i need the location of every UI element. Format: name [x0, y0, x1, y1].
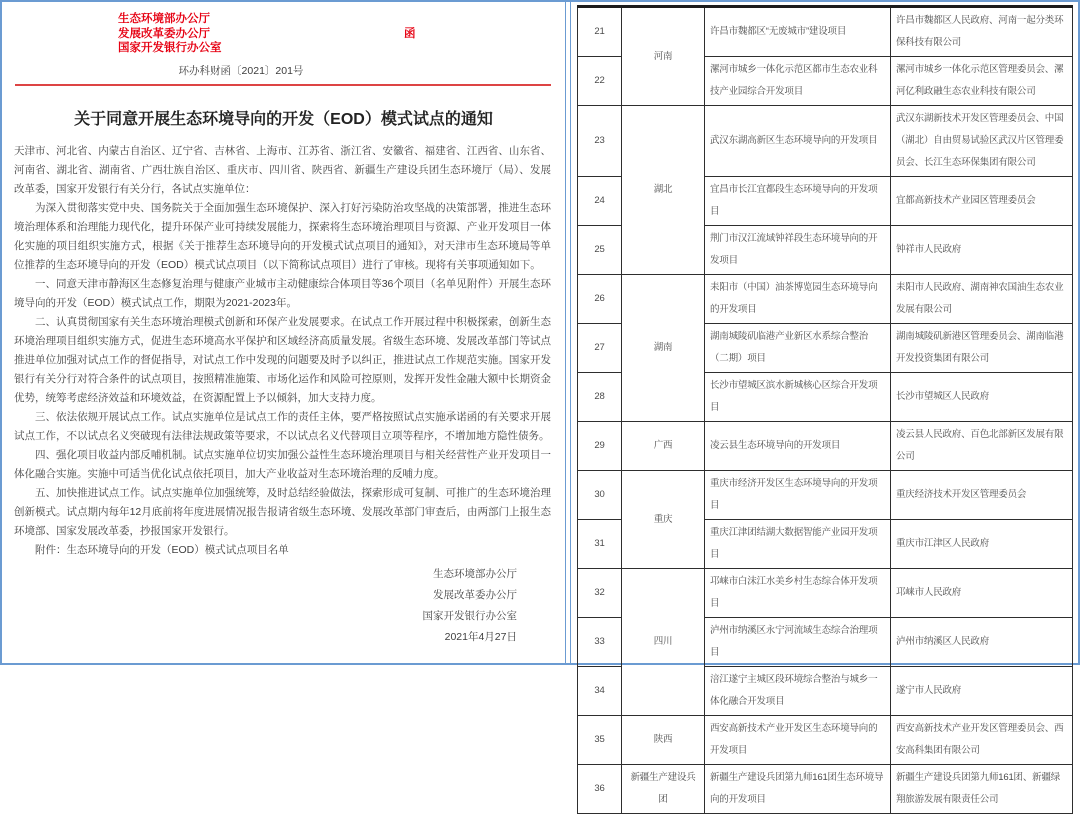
project-name-cell: 武汉东湖高新区生态环境导向的开发项目	[705, 106, 891, 177]
row-number-cell: 32	[578, 569, 622, 618]
signature-block	[2, 564, 565, 648]
table-row	[578, 7, 1073, 57]
implementing-unit-cell: 钟祥市人民政府	[891, 226, 1073, 275]
project-name-cell: 荆门市汉江流域钟祥段生态环境导向的开发项目	[705, 226, 891, 275]
issuer-line: 发展改革委办公厅	[118, 27, 210, 40]
signer-line: 国家开发银行办公室	[422, 609, 517, 622]
row-number-cell: 29	[578, 422, 622, 471]
table-row	[578, 106, 1073, 177]
implementing-unit-cell: 泸州市纳溪区人民政府	[891, 618, 1073, 667]
project-name-cell: 重庆江津团结湖大数据智能产业园开发项目	[705, 520, 891, 569]
project-name-cell: 西安高新技术产业开发区生态环境导向的开发项目	[705, 716, 891, 765]
body-paragraph: 五、加快推进试点工作。试点实施单位加强统筹，及时总结经验做法，探索形成可复制、可推广的生态环境治理创新模式。试点期内每年12月底前将年度进展情况报告报请省级生态环境、发展改革部门审查后，由两部门上报生态环境部、国家发展改革委，抄报国家开发银行。	[14, 486, 551, 537]
project-name-cell: 邛崃市白沫江水美乡村生态综合体开发项目	[705, 569, 891, 618]
doc-number: 环办科财函〔2021〕201号	[178, 64, 304, 77]
table-row	[578, 716, 1073, 765]
table-row	[578, 471, 1073, 520]
implementing-unit-cell: 遂宁市人民政府	[891, 667, 1073, 716]
project-name-cell: 泸州市纳溪区永宁河流域生态综合治理项目	[705, 618, 891, 667]
table-row	[578, 569, 1073, 618]
attachment-table-body	[578, 7, 1073, 814]
row-number-cell: 35	[578, 716, 622, 765]
row-number-cell: 31	[578, 520, 622, 569]
project-name-cell: 湖南城陵矶临港产业新区水系综合整治（二期）项目	[705, 324, 891, 373]
letter-type-label: 函	[404, 28, 416, 40]
implementing-unit-cell: 邛崃市人民政府	[891, 569, 1073, 618]
project-name-cell: 宜昌市长江宜都段生态环境导向的开发项目	[705, 177, 891, 226]
attachment-table-panel	[570, 2, 1078, 805]
province-cell: 湖北	[622, 106, 705, 275]
row-number-cell: 34	[578, 667, 622, 716]
doc-title: 关于同意开展生态环境导向的开发（EOD）模式试点的通知	[74, 110, 493, 128]
body-paragraph: 三、依法依规开展试点工作。试点实施单位是试点工作的责任主体，要严格按照试点实施承诺函的有关要求开展试点工作，不以试点名义突破现有法律法规政策等要求，不以试点名义代替项目立项等程序，不增加地方隐性债务。	[14, 410, 551, 442]
signer-line: 生态环境部办公厅	[433, 567, 517, 580]
implementing-unit-cell: 湖南城陵矶新港区管理委员会、湖南临港开发投资集团有限公司	[891, 324, 1073, 373]
province-cell: 湖南	[622, 275, 705, 422]
signature-date: 2021年4月27日	[444, 630, 517, 643]
implementing-unit-cell: 凌云县人民政府、百色北部新区发展有限公司	[891, 422, 1073, 471]
project-name-cell: 长沙市望城区滨水新城核心区综合开发项目	[705, 373, 891, 422]
row-number-cell: 24	[578, 177, 622, 226]
table-row	[578, 765, 1073, 814]
implementing-unit-cell: 重庆经济技术开发区管理委员会	[891, 471, 1073, 520]
red-divider-line	[15, 84, 551, 86]
row-number-cell: 28	[578, 373, 622, 422]
row-number-cell: 30	[578, 471, 622, 520]
attachment-reference: 附件：生态环境导向的开发（EOD）模式试点项目名单	[35, 543, 289, 556]
body-paragraph: 一、同意天津市静海区生态修复治理与健康产业城市主动健康综合体项目等36个项目（名单见附件）开展生态环境导向的开发（EOD）模式试点工作，期限为2021-2023年。	[14, 277, 551, 309]
doc-header	[118, 12, 565, 56]
province-cell: 陕西	[622, 716, 705, 765]
row-number-cell: 33	[578, 618, 622, 667]
project-name-cell: 许昌市魏都区“无废城市”建设项目	[705, 7, 891, 57]
row-number-cell: 27	[578, 324, 622, 373]
implementing-unit-cell: 耒阳市人民政府、湖南神农国油生态农业发展有限公司	[891, 275, 1073, 324]
project-name-cell: 耒阳市（中国）油茶博览园生态环境导向的开发项目	[705, 275, 891, 324]
address-paragraph: 天津市、河北省、内蒙古自治区、辽宁省、吉林省、上海市、江苏省、浙江省、安徽省、福建省、江西省、山东省、河南省、湖北省、湖南省、广西壮族自治区、重庆市、四川省、陕西省、新疆生产建设兵团生态环境厅（局）、发展改革委，国家开发银行有关分行，各试点实施单位：	[14, 144, 551, 195]
implementing-unit-cell: 长沙市望城区人民政府	[891, 373, 1073, 422]
implementing-unit-cell: 漯河市城乡一体化示范区管理委员会、漯河亿利政融生态农业科技有限公司	[891, 57, 1073, 106]
row-number-cell: 36	[578, 765, 622, 814]
issuer-line: 国家开发银行办公室	[118, 42, 222, 54]
province-cell: 重庆	[622, 471, 705, 569]
implementing-unit-cell: 新疆生产建设兵团第九师161团、新疆绿翔旅游发展有限责任公司	[891, 765, 1073, 814]
pilot-project-table	[577, 5, 1073, 814]
row-number-cell: 25	[578, 226, 622, 275]
project-name-cell: 凌云县生态环境导向的开发项目	[705, 422, 891, 471]
row-number-cell: 23	[578, 106, 622, 177]
signer-line: 发展改革委办公厅	[433, 588, 517, 601]
province-cell: 新疆生产建设兵团	[622, 765, 705, 814]
body-paragraph: 二、认真贯彻国家有关生态环境治理模式创新和环保产业发展要求。在试点工作开展过程中积极探索，创新生态环境治理项目组织实施方式，促进生态环境高水平保护和区域经济高质量发展。省级生态环境、发展改革部门等试点推进单位加强对试点工作的督促指导，对试点工作中发现的问题要及时予以纠正，推进试点工作规范实施。国家开发银行有关分行对符合条件的试点项目，按照精准施策、市场化运作和风险可控原则，发挥开发性金融大额中长期资金优势，统筹考虑经济效益和环境效益，在资源配置上予以倾斜，加大支持力度。	[14, 315, 551, 404]
notice-document-panel	[2, 2, 566, 663]
row-number-cell: 21	[578, 7, 622, 57]
issuer-line: 生态环境部办公厅	[118, 13, 210, 25]
province-cell: 广西	[622, 422, 705, 471]
implementing-unit-cell: 重庆市江津区人民政府	[891, 520, 1073, 569]
row-number-cell: 22	[578, 57, 622, 106]
implementing-unit-cell: 西安高新技术产业开发区管理委员会、西安高科集团有限公司	[891, 716, 1073, 765]
implementing-unit-cell: 武汉东湖新技术开发区管理委员会、中国（湖北）自由贸易试验区武汉片区管理委员会、长江生态环保集团有限公司	[891, 106, 1073, 177]
project-name-cell: 重庆市经济开发区生态环境导向的开发项目	[705, 471, 891, 520]
project-name-cell: 新疆生产建设兵团第九师161团生态环境导向的开发项目	[705, 765, 891, 814]
doc-body	[14, 142, 551, 560]
body-paragraph: 为深入贯彻落实党中央、国务院关于全面加强生态环境保护、深入打好污染防治攻坚战的决策部署，推进生态环境治理体系和治理能力现代化，提升环保产业可持续发展能力，探索将生态环境治理项目与资源、产业开发项目一体化实施的项目组织实施方式，根据《关于推荐生态环境导向的开发模式试点项目的通知》，对天津市生态环境局等单位推荐的生态环境导向的开发（EOD）模式试点项目（以下简称试点项目）进行了审核。现将有关事项通知如下。	[14, 201, 551, 271]
table-row	[578, 422, 1073, 471]
project-name-cell: 漯河市城乡一体化示范区都市生态农业科技产业园综合开发项目	[705, 57, 891, 106]
project-name-cell: 涪江遂宁主城区段环境综合整治与城乡一体化融合开发项目	[705, 667, 891, 716]
implementing-unit-cell: 许昌市魏都区人民政府、河南一起分类环保科技有限公司	[891, 7, 1073, 57]
province-cell: 四川	[622, 569, 705, 716]
table-row	[578, 275, 1073, 324]
province-cell: 河南	[622, 7, 705, 106]
implementing-unit-cell: 宜都高新技术产业园区管理委员会	[891, 177, 1073, 226]
body-paragraph: 四、强化项目收益内部反哺机制。试点实施单位切实加强公益性生态环境治理项目与相关经营性产业开发项目一体化融合实施。实施中可适当优化试点依托项目，加大产业收益对生态环境治理的反哺力度。	[14, 448, 551, 480]
row-number-cell: 26	[578, 275, 622, 324]
